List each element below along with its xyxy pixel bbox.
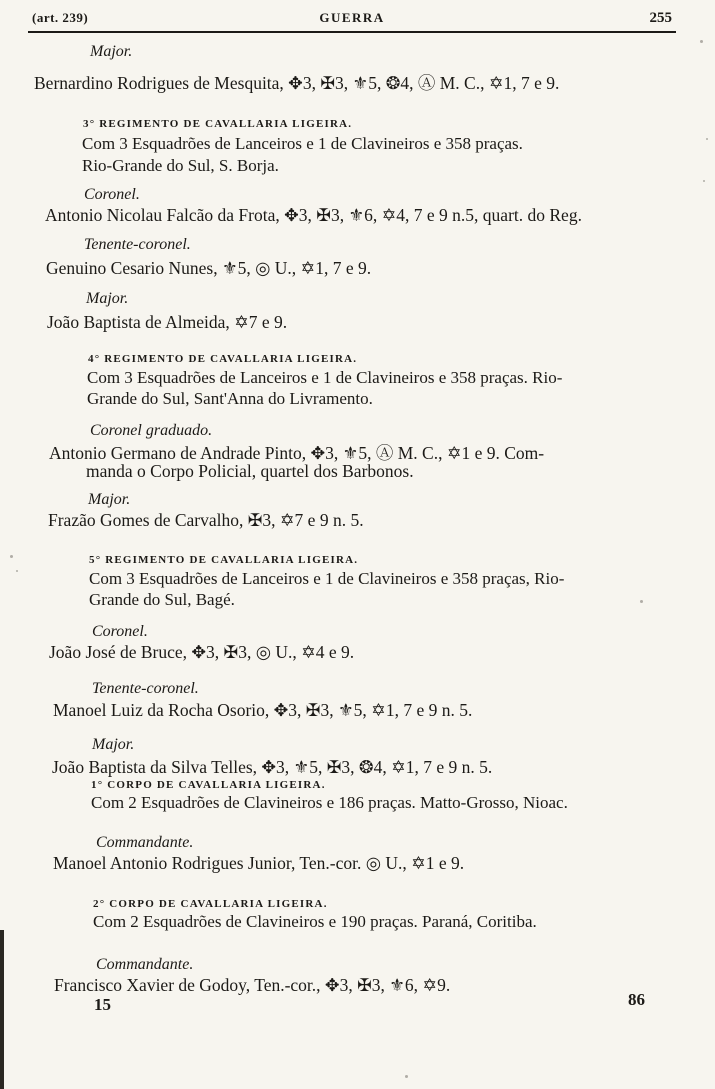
officer-entry: João Baptista da Silva Telles, ✥3, ⚜5, ✠3, ❂4, ✡1, 7 e 9 n. 5. (52, 757, 493, 777)
regiment-location: Grande do Sul, Bagé. (89, 590, 235, 609)
officer-entry: João José de Bruce, ✥3, ✠3, ◎ U., ✡4 e 9. (49, 642, 355, 662)
page-number: 255 (649, 10, 672, 26)
regiment-heading: 5° REGIMENTO DE CAVALLARIA LIGEIRA. (89, 554, 359, 566)
rank-major: Major. (90, 43, 133, 60)
binding-edge-shadow (0, 930, 4, 1089)
rank-coronel: Coronel. (84, 186, 140, 203)
officer-entry: Francisco Xavier de Godoy, Ten.-cor., ✥3, ✠3, ⚜6, ✡9. (54, 975, 451, 995)
corps-description: Com 2 Esquadrões de Clavineiros e 190 praças. Paraná, Coritiba. (93, 912, 537, 931)
scan-speck (703, 180, 705, 182)
regiment-location: Grande do Sul, Sant'Anna do Livramento. (87, 389, 373, 408)
officer-entry: Frazão Gomes de Carvalho, ✠3, ✡7 e 9 n. 5. (48, 510, 364, 530)
officer-entry-continued: manda o Corpo Policial, quartel dos Barbonos. (86, 461, 414, 481)
regiment-description: Com 3 Esquadrões de Lanceiros e 1 de Clavineiros e 358 praças. (82, 134, 523, 153)
corps-heading: 1° CORPO DE CAVALLARIA LIGEIRA. (91, 779, 326, 791)
sheet-number: 86 (628, 990, 645, 1009)
rank-major: Major. (88, 491, 131, 508)
scan-speck (10, 555, 13, 558)
rank-major: Major. (86, 290, 129, 307)
running-title: GUERRA (319, 10, 385, 25)
corps-description: Com 2 Esquadrões de Clavineiros e 186 praças. Matto-Grosso, Nioac. (91, 793, 568, 812)
officer-entry: João Baptista de Almeida, ✡7 e 9. (47, 312, 288, 332)
scan-speck (16, 570, 18, 572)
rank-coronel-graduado: Coronel graduado. (90, 422, 213, 439)
regiment-heading: 3° REGIMENTO DE CAVALLARIA LIGEIRA. (83, 118, 353, 130)
officer-entry: Manoel Antonio Rodrigues Junior, Ten.-cor. ◎ U., ✡1 e 9. (53, 853, 465, 873)
regiment-heading: 4° REGIMENTO DE CAVALLARIA LIGEIRA. (88, 353, 358, 365)
regiment-description: Com 3 Esquadrões de Lanceiros e 1 de Clavineiros e 358 praças, Rio- (89, 569, 565, 588)
page-header (28, 8, 676, 32)
rank-tenente-coronel: Tenente-coronel. (92, 680, 199, 697)
regiment-location: Rio-Grande do Sul, S. Borja. (82, 156, 279, 175)
rank-commandante: Commandante. (96, 956, 194, 973)
corps-heading: 2° CORPO DE CAVALLARIA LIGEIRA. (93, 898, 328, 910)
officer-entry: Manoel Luiz da Rocha Osorio, ✥3, ✠3, ⚜5, ✡1, 7 e 9 n. 5. (53, 700, 473, 720)
rank-major: Major. (92, 736, 135, 753)
rank-tenente-coronel: Tenente-coronel. (84, 236, 191, 253)
scan-speck (640, 600, 643, 603)
officer-entry: Bernardino Rodrigues de Mesquita, ✥3, ✠3, ⚜5, ❂4, Ⓐ M. C., ✡1, 7 e 9. (34, 73, 560, 93)
rank-coronel: Coronel. (92, 623, 148, 640)
officer-entry: Genuino Cesario Nunes, ⚜5, ◎ U., ✡1, 7 e 9. (46, 258, 372, 278)
signature-mark: 15 (94, 995, 111, 1014)
scan-speck (405, 1075, 408, 1078)
officer-entry: Antonio Germano de Andrade Pinto, ✥3, ⚜5, Ⓐ M. C., ✡1 e 9. Com- (49, 443, 545, 463)
header-rule (28, 31, 676, 33)
scan-speck (700, 40, 703, 43)
rank-commandante: Commandante. (96, 834, 194, 851)
officer-entry: Antonio Nicolau Falcão da Frota, ✥3, ✠3, ⚜6, ✡4, 7 e 9 n.5, quart. do Reg. (45, 205, 582, 225)
scan-speck (706, 138, 708, 140)
article-reference: (art. 239) (32, 10, 89, 25)
regiment-description: Com 3 Esquadrões de Lanceiros e 1 de Clavineiros e 358 praças. Rio- (87, 368, 563, 387)
